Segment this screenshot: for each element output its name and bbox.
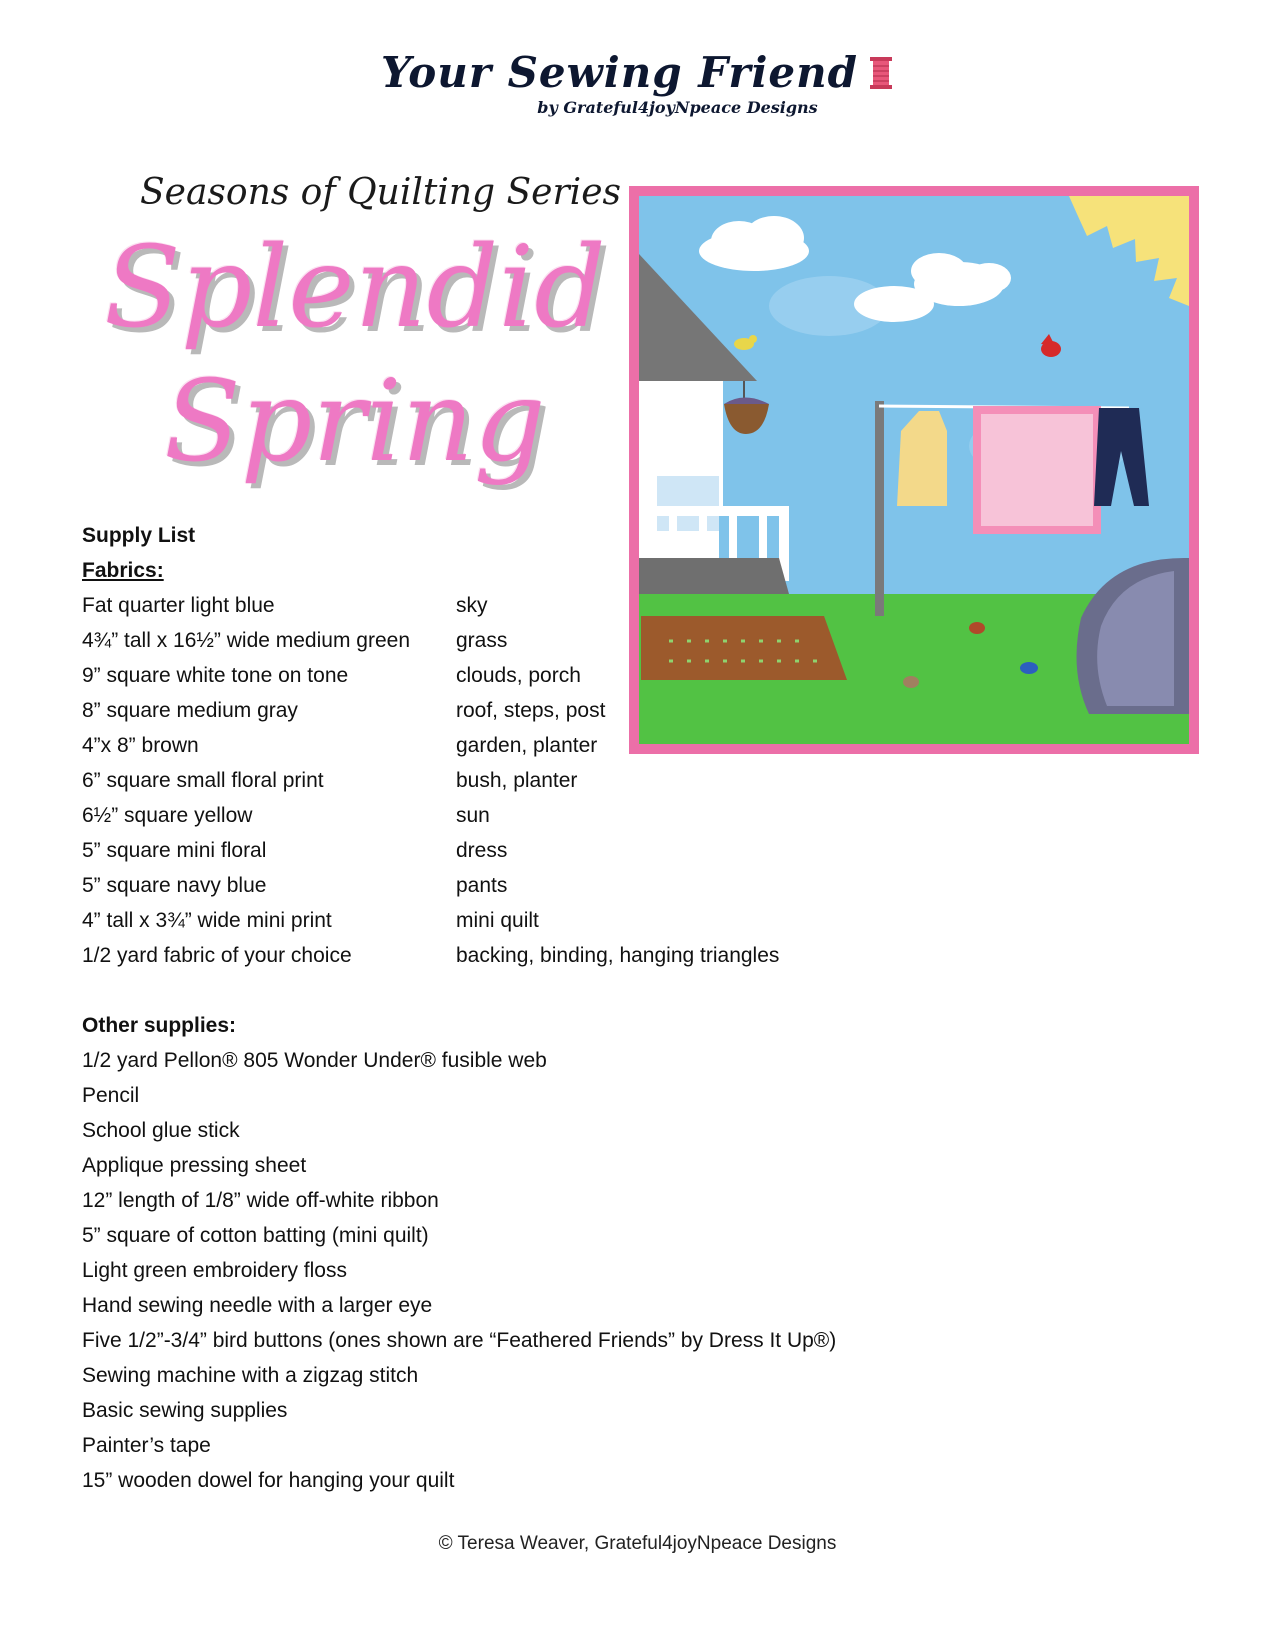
fabric-row — [82, 763, 1182, 798]
fabric-row — [82, 833, 1182, 868]
supply-list — [82, 518, 1182, 1498]
supply-item: 15” wooden dowel for hanging your quilt — [82, 1469, 455, 1492]
brand-logo — [380, 48, 894, 97]
fabric-item: 6½” square yellow — [82, 804, 253, 827]
fabric-row — [82, 903, 1182, 938]
supply-item: 12” length of 1/8” wide off-white ribbon — [82, 1189, 439, 1212]
fabric-item: 9” square white tone on tone — [82, 664, 349, 687]
fabric-row — [82, 623, 1182, 658]
fabric-use: roof, steps, post — [456, 699, 606, 722]
fabric-use: pants — [456, 874, 508, 897]
fabric-item: 4¾” tall x 16½” wide medium green — [82, 629, 410, 652]
fabric-use: mini quilt — [456, 909, 539, 932]
supply-item: Five 1/2”-3/4” bird buttons (ones shown are “Feathered Friends” by Dress It Up®) — [82, 1329, 837, 1352]
supply-item: Painter’s tape — [82, 1434, 211, 1457]
supply-item: 1/2 yard Pellon® 805 Wonder Under® fusible web — [82, 1049, 547, 1072]
supply-item: Sewing machine with a zigzag stitch — [82, 1364, 419, 1387]
other-supplies-heading: Other supplies: — [82, 1014, 237, 1037]
thread-spool-icon — [868, 56, 894, 90]
fabric-item: 4”x 8” brown — [82, 734, 199, 757]
fabric-row — [82, 728, 1182, 763]
supply-item: Hand sewing needle with a larger eye — [82, 1294, 433, 1317]
supply-item: Basic sewing supplies — [82, 1399, 288, 1422]
fabric-item: 6” square small floral print — [82, 769, 324, 792]
supply-item: Applique pressing sheet — [82, 1154, 307, 1177]
fabrics-heading: Fabrics: — [82, 559, 164, 582]
fabric-row — [82, 798, 1182, 833]
fabric-use: grass — [456, 629, 508, 652]
fabric-use: clouds, porch — [456, 664, 581, 687]
fabric-row — [82, 588, 1182, 623]
brand-header — [0, 48, 1275, 117]
copyright-footer: © Teresa Weaver, Grateful4joyNpeace Designs — [438, 1533, 837, 1554]
brand-title: Your Sewing Friend — [380, 48, 859, 97]
fabric-use: sky — [456, 594, 488, 617]
spacer — [82, 973, 1182, 1008]
supply-list-heading: Supply List — [82, 524, 196, 547]
fabric-row — [82, 658, 1182, 693]
fabric-row — [82, 938, 1182, 973]
supply-item: Light green embroidery floss — [82, 1259, 347, 1282]
supply-item: School glue stick — [82, 1119, 240, 1142]
fabric-use: bush, planter — [456, 769, 578, 792]
fabric-use: sun — [456, 804, 490, 827]
fabric-item: 5” square mini floral — [82, 839, 267, 862]
brand-subtitle: by Grateful4joyNpeace Designs — [537, 98, 818, 117]
main-title-line2: Spring — [164, 357, 546, 487]
fabric-item: 4” tall x 3¾” wide mini print — [82, 909, 332, 932]
fabric-item: 5” square navy blue — [82, 874, 267, 897]
fabric-use: dress — [456, 839, 508, 862]
fabric-row — [82, 693, 1182, 728]
series-title: Seasons of Quilting Series — [140, 172, 621, 213]
fabric-item: 1/2 yard fabric of your choice — [82, 944, 352, 967]
fabric-item: Fat quarter light blue — [82, 594, 275, 617]
main-title-line1: Splendid — [104, 223, 606, 353]
fabric-row — [82, 868, 1182, 903]
supply-item: 5” square of cotton batting (mini quilt) — [82, 1224, 429, 1247]
fabric-item: 8” square medium gray — [82, 699, 298, 722]
fabric-use: garden, planter — [456, 734, 598, 757]
supply-item: Pencil — [82, 1084, 140, 1107]
fabric-use: backing, binding, hanging triangles — [456, 944, 780, 967]
